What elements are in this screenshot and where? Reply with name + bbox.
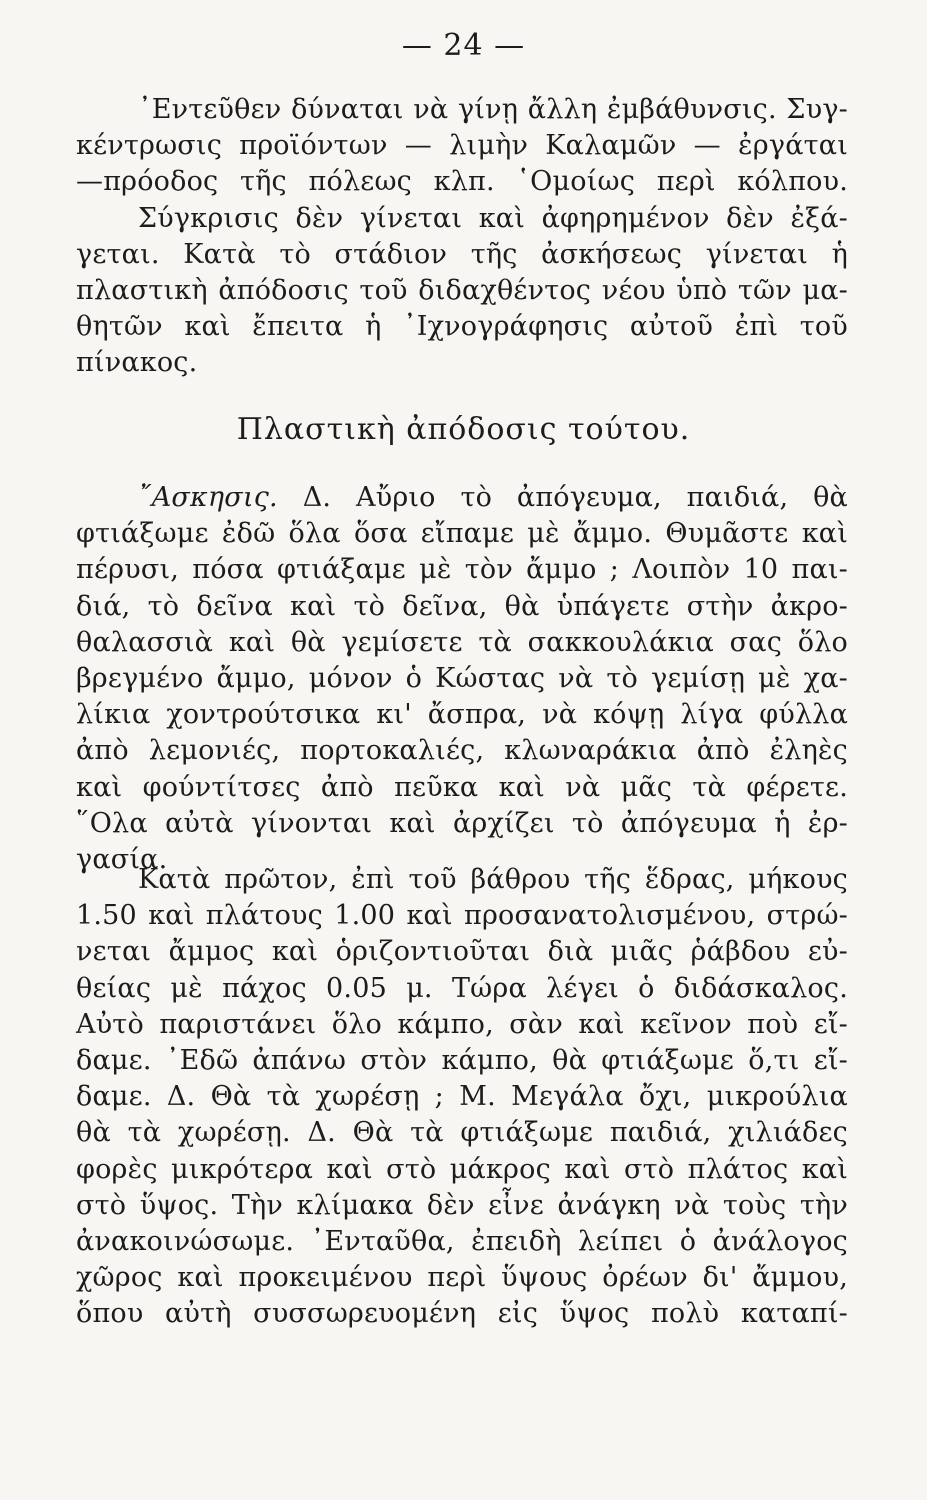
text-line: Κατὰ πρῶτον, ἐπὶ τοῦ βάθρου τῆς ἕδρας, μήκους bbox=[138, 864, 848, 895]
text-line: φορὲς μικρότερα καὶ στὸ μάκρος καὶ στὸ πλάτος καὶ bbox=[76, 1153, 848, 1185]
section-heading: Πλαστικὴ ἀπόδοσις τούτου. bbox=[236, 412, 691, 447]
text-line: γασία. bbox=[76, 843, 168, 875]
text-line: πέρυσι, πόσα φτιάξαμε μὲ τὸν ἄμμο ; Λοιπὸν 10 παι- bbox=[76, 554, 848, 586]
text-line: διά, τὸ δεῖνα καὶ τὸ δεῖνα, θὰ ὑπάγετε στὴν ἀκρο- bbox=[76, 590, 848, 622]
text-line: ἀπὸ λεμονιές, πορτοκαλιές, κλωναράκια ἀπὸ ἐληὲς bbox=[76, 735, 848, 767]
text-line: θείας μὲ πάχος 0.05 μ. Τώρα λέγει ὁ διδάσκαλος. bbox=[76, 972, 848, 1004]
text-line: πλαστικὴ ἀπόδοσις τοῦ διδαχθέντος νέου ὑπὸ τῶν μα- bbox=[76, 274, 848, 306]
text-line: πίνακος. bbox=[76, 347, 198, 379]
text-line: γεται. Κατὰ τὸ στάδιον τῆς ἀσκήσεως γίνεται ἡ bbox=[76, 238, 848, 270]
text-line: Σύγκρισις δὲν γίνεται καὶ ἀφηρημένον δὲν ἐξά- bbox=[138, 202, 848, 234]
text-line: νεται ἄμμος καὶ ὁριζοντιοῦται διὰ μιᾶς ῥάβδου εὐ- bbox=[76, 936, 848, 968]
text-line: χῶρος καὶ προκειμένου περὶ ὕψους ὀρέων δι' ἄμμου, bbox=[76, 1262, 848, 1294]
text-line: —πρόοδος τῆς πόλεως κλπ. ῾Ομοίως περὶ κόλπου. bbox=[76, 166, 848, 198]
text-line-first bbox=[76, 480, 848, 516]
text-line: θαλασσιὰ καὶ θὰ γεμίσετε τὰ σακκουλάκια σας ὅλο bbox=[76, 626, 848, 658]
text-line: Αὐτὸ παριστάνει ὅλο κάμπο, σὰν καὶ κεῖνον ποὺ εἴ- bbox=[76, 1008, 848, 1040]
text-line: κέντρωσις προϊόντων — λιμὴν Καλαμῶν — ἐργάται bbox=[76, 130, 848, 162]
paragraph-1 bbox=[76, 92, 848, 382]
first-line-rest: Δ. Αὔριο τὸ ἀπόγευμα, παιδιά, θὰ bbox=[302, 482, 848, 513]
exercise-label: ῎Ασκησις. bbox=[138, 482, 278, 513]
text-line: ὅπου αὐτὴ συσσωρευομένη εἰς ὕψος πολὺ καταπί- bbox=[76, 1298, 848, 1330]
text-line: λίκια χοντρούτσικα κι' ἄσπρα, νὰ κόψῃ λίγα φύλλα bbox=[76, 699, 848, 731]
text-line: 1.50 καὶ πλάτους 1.00 καὶ προσανατολισμένου, στρώ- bbox=[76, 900, 848, 932]
text-line: ἀνακοινώσωμε. ᾿Ενταῦθα, ἐπειδὴ λείπει ὁ ἀνάλογος bbox=[76, 1225, 848, 1257]
text-line: θητῶν καὶ ἔπειτα ἡ ᾿Ιχνογράφησις αὐτοῦ ἐπὶ τοῦ bbox=[76, 311, 848, 343]
text-line: βρεγμένο ἄμμο, μόνον ὁ Κώστας νὰ τὸ γεμίσῃ μὲ χα- bbox=[76, 662, 848, 694]
paragraph-2 bbox=[76, 480, 848, 878]
text-line: στὸ ὕψος. Τὴν κλίμακα δὲν εἶνε ἀνάγκη νὰ τοὺς τὴν bbox=[76, 1189, 848, 1221]
text-line: ῞Ολα αὐτὰ γίνονται καὶ ἀρχίζει τὸ ἀπόγευμα ἡ ἐρ- bbox=[76, 807, 848, 839]
text-line: δαμε. Δ. Θὰ τὰ χωρέσῃ ; Μ. Μεγάλα ὄχι, μικρούλια bbox=[76, 1081, 848, 1113]
text-line: δαμε. ᾿Εδῶ ἀπάνω στὸν κάμπο, θὰ φτιάξωμε ὅ,τι εἴ- bbox=[76, 1044, 848, 1076]
text-line: θὰ τὰ χωρέσῃ. Δ. Θὰ τὰ φτιάξωμε παιδιά, χιλιάδες bbox=[76, 1117, 848, 1149]
page-number: — 24 — bbox=[401, 28, 526, 63]
paragraph-3 bbox=[76, 862, 848, 1332]
text-line: φτιάξωμε ἐδῶ ὅλα ὅσα εἴπαμε μὲ ἄμμο. Θυμᾶστε καὶ bbox=[76, 518, 848, 550]
text-line: ᾿Εντεῦθεν δύναται νὰ γίνῃ ἄλλη ἐμβάθυνσις. Συγ- bbox=[138, 94, 848, 125]
text-line: καὶ φούντίτσες ἀπὸ πεῦκα καὶ νὰ μᾶς τὰ φέρετε. bbox=[76, 771, 848, 803]
